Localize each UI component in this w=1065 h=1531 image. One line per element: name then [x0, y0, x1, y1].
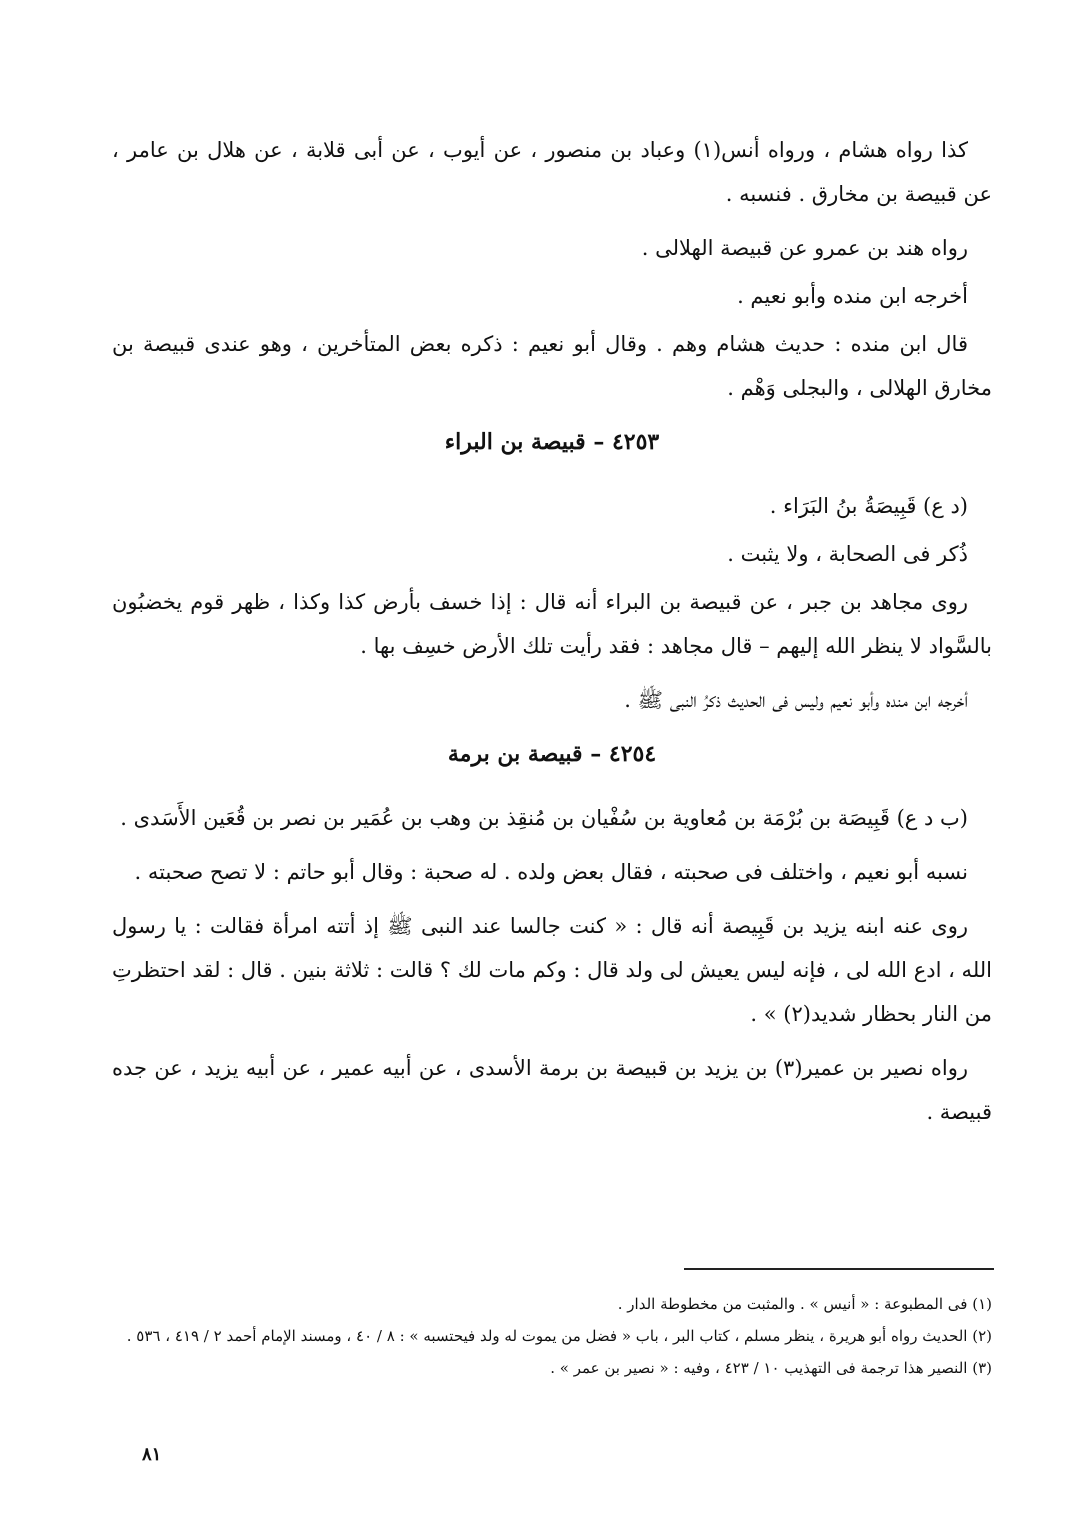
section-heading: ٤٢٥٣ – قبيصة بن البراء	[444, 429, 660, 455]
paragraph: أخرجه ابن منده وأبو نعيم وليس فى الحديث ذكرُ النبى ﷺ .	[624, 688, 968, 712]
paragraph: (د ع) قَبِيصَةُ بنُ البَرَاء .	[769, 494, 968, 518]
paragraph: (ب د ع) قَبِيصَة بن بُرْمَة بن مُعاوية بن سُفْيان بن مُنقِذ بن وهب بن عُمَير بن نصر بن قُعَين الأَسَدى .	[120, 806, 968, 830]
paragraph: ذُكر فى الصحابة ، ولا يثبت .	[727, 542, 968, 566]
footnote: (٢) الحديث رواه أبو هريرة ، ينظر مسلم ، كتاب البر ، باب « فضل من يموت له ولد فيحتسبه » : ٨ / ٤٠ ، ومسند الإمام أحمد ٢ / ٤١٩ ، ٥٣٦ .	[126, 1327, 992, 1345]
paragraph: روى عنه ابنه يزيد بن قَبِيصة أنه قال : « كنت جالسا عند النبى ﷺ إذ أتته امرأة فقالت : يا رسول الله ، ادع الله لى ، فإنه ليس يعيش لى ولد قال : وكم مات لك ؟ قالت : ثلاثة بنين . قال : لقد احتظرتِ من النار بحظار شديد(٢) » .	[112, 914, 992, 1026]
section-heading: ٤٢٥٤ – قبيصة بن برمة	[447, 741, 657, 767]
footnote: (٣) النصير هذا ترجمة فى التهذيب ١٠ / ٤٢٣ ، وفيه : « نصير بن عمر » .	[550, 1359, 992, 1377]
paragraph: أخرجه ابن منده وأبو نعيم .	[737, 284, 968, 308]
paragraph: قال ابن منده : حديث هشام وهم . وقال أبو نعيم : ذكره بعض المتأخرين ، وهو عندى قبيصة بن مخارق الهلالى ، والبجلى وَهْم .	[112, 332, 992, 400]
paragraph: رواه هند بن عمرو عن قبيصة الهلالى .	[641, 236, 968, 260]
paragraph: كذا رواه هشام ، ورواه أنس(١) وعباد بن منصور ، عن أيوب ، عن أبى قلابة ، عن هلال بن عامر ، عن قبيصة بن مخارق . فنسبه .	[112, 138, 992, 206]
paragraph: نسبه أبو نعيم ، واختلف فى صحبته ، فقال بعض ولده . له صحبة : وقال أبو حاتم : لا تصح صحبته .	[134, 860, 968, 884]
paragraph: رواه نصير بن عمير(٣) بن يزيد بن قبيصة بن برمة الأسدى ، عن أبيه عمير ، عن أبيه يزيد ، عن جده قبيصة .	[112, 1056, 992, 1124]
paragraph: روى مجاهد بن جبر ، عن قبيصة بن البراء أنه قال : إذا خسف بأرض كذا وكذا ، ظهر قوم يخضبُون بالسَّواد لا ينظر الله إليهم – قال مجاهد : فقد رأيت تلك الأرض خسِف بها .	[112, 590, 992, 658]
footnotes	[112, 1290, 992, 1386]
page-number: ٨١	[142, 1444, 162, 1465]
footnote-divider	[684, 1268, 994, 1270]
footnote: (١) فى المطبوعة : « أنيس » . والمثبت من مخطوطة الدار .	[617, 1295, 992, 1313]
main-text	[112, 128, 992, 1144]
